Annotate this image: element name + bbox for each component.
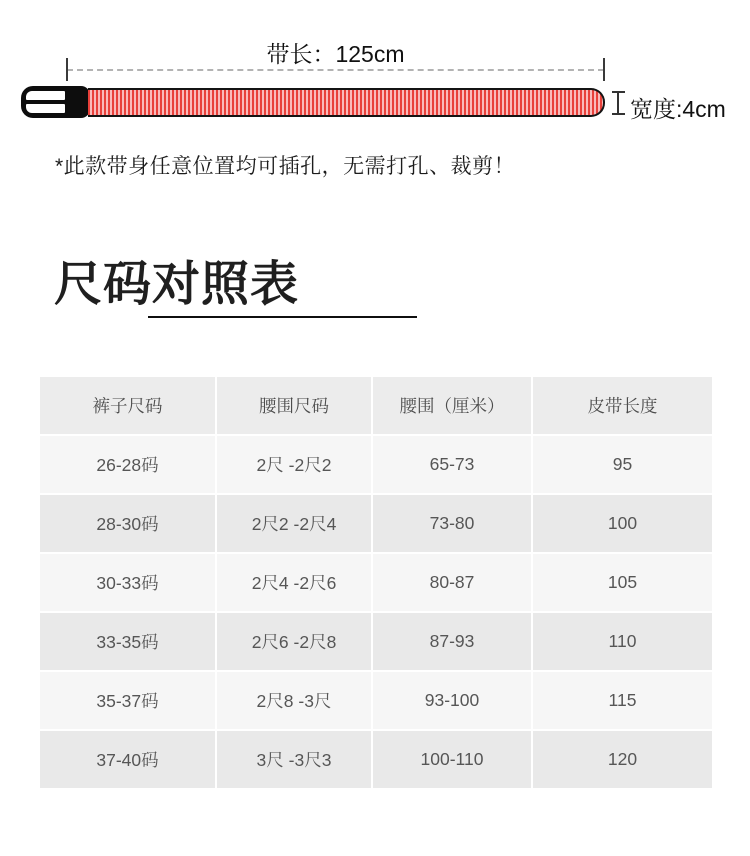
table-cell: 87-93 bbox=[373, 613, 533, 672]
buckle-window-top bbox=[26, 91, 65, 100]
table-row bbox=[40, 613, 712, 672]
table-cell: 110 bbox=[533, 613, 712, 672]
table-cell: 37-40码 bbox=[40, 731, 217, 790]
table-row bbox=[40, 731, 712, 790]
belt-strap bbox=[88, 88, 605, 117]
table-cell: 30-33码 bbox=[40, 554, 217, 613]
table-header-cell: 皮带长度 bbox=[533, 377, 712, 436]
width-dimension-marker bbox=[612, 91, 625, 115]
table-cell: 73-80 bbox=[373, 495, 533, 554]
table-cell: 35-37码 bbox=[40, 672, 217, 731]
buckle-window-bottom bbox=[26, 104, 65, 113]
table-cell: 100-110 bbox=[373, 731, 533, 790]
belt-buckle bbox=[21, 86, 90, 118]
table-cell: 3尺 -3尺3 bbox=[217, 731, 373, 790]
table-row bbox=[40, 436, 712, 495]
table-cell: 65-73 bbox=[373, 436, 533, 495]
table-cell: 100 bbox=[533, 495, 712, 554]
width-marker-cap-bottom bbox=[612, 113, 625, 115]
table-cell: 2尺2 -2尺4 bbox=[217, 495, 373, 554]
table-cell: 93-100 bbox=[373, 672, 533, 731]
belt-width-label: 宽度:4cm bbox=[630, 96, 726, 122]
table-cell: 115 bbox=[533, 672, 712, 731]
length-dimension-tick-left bbox=[66, 58, 68, 81]
table-header-cell: 裤子尺码 bbox=[40, 377, 217, 436]
table-row bbox=[40, 672, 712, 731]
table-cell: 80-87 bbox=[373, 554, 533, 613]
width-marker-stem bbox=[617, 91, 619, 115]
table-cell: 2尺 -2尺2 bbox=[217, 436, 373, 495]
table-header-cell: 腰围（厘米） bbox=[373, 377, 533, 436]
table-cell: 26-28码 bbox=[40, 436, 217, 495]
table-cell: 2尺6 -2尺8 bbox=[217, 613, 373, 672]
table-cell: 33-35码 bbox=[40, 613, 217, 672]
size-table bbox=[40, 377, 712, 790]
table-cell: 2尺8 -3尺 bbox=[217, 672, 373, 731]
size-chart-title: 尺码对照表 bbox=[54, 258, 300, 311]
length-dimension-tick-right bbox=[603, 58, 605, 81]
belt-length-label: 带长：125cm bbox=[266, 41, 405, 67]
table-cell: 120 bbox=[533, 731, 712, 790]
table-cell: 105 bbox=[533, 554, 712, 613]
table-header-cell: 腰围尺码 bbox=[217, 377, 373, 436]
punch-free-note: *此款带身任意位置均可插孔，无需打孔、裁剪！ bbox=[55, 155, 516, 178]
table-header-row bbox=[40, 377, 712, 436]
table-row bbox=[40, 554, 712, 613]
table-row bbox=[40, 495, 712, 554]
table-cell: 2尺4 -2尺6 bbox=[217, 554, 373, 613]
table-cell: 95 bbox=[533, 436, 712, 495]
table-cell: 28-30码 bbox=[40, 495, 217, 554]
length-dimension-line bbox=[67, 69, 604, 71]
size-chart-title-underline bbox=[148, 316, 417, 318]
